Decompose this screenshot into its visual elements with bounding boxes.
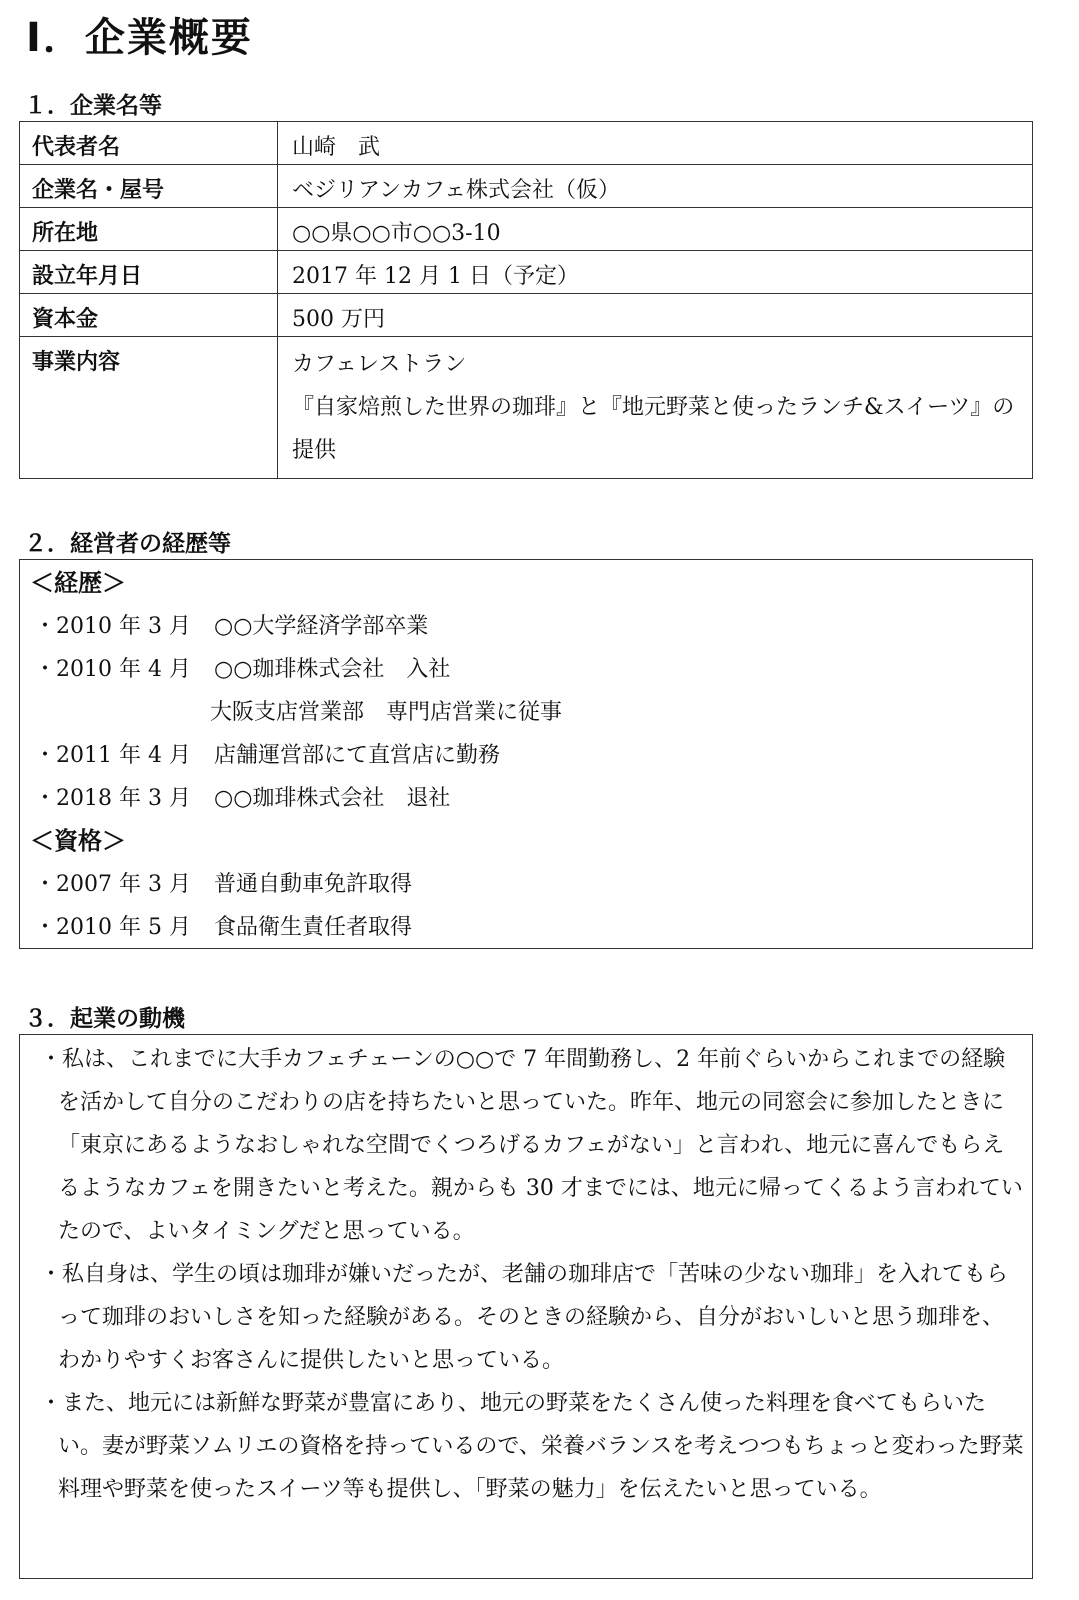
- table-row-business: [20, 337, 1033, 479]
- career-item: ・2018 年 3 月 ○○珈琲株式会社 退社: [34, 786, 451, 811]
- table-row: [20, 251, 1033, 294]
- career-box: [19, 559, 1033, 949]
- table-row: [20, 208, 1033, 251]
- row-label: 事業内容: [20, 337, 278, 479]
- row-value: ○○県○○市○○3-10: [278, 208, 1033, 251]
- row-label: 企業名・屋号: [20, 165, 278, 208]
- career-item: ・2010 年 3 月 ○○大学経済学部卒業: [34, 614, 429, 639]
- qualification-heading: ＜資格＞: [30, 827, 126, 855]
- business-description: [278, 337, 1033, 479]
- career-item: 大阪支店営業部 専門店営業に従事: [210, 700, 563, 725]
- table-row: [20, 165, 1033, 208]
- company-info-table: [19, 121, 1033, 479]
- row-label: 資本金: [20, 294, 278, 337]
- section3-heading: ３．起業の動機: [24, 1006, 185, 1032]
- section2-heading: ２．経営者の経歴等: [24, 531, 231, 557]
- career-heading: ＜経歴＞: [30, 569, 126, 597]
- qualification-item: ・2010 年 5 月 食品衛生責任者取得: [34, 915, 413, 940]
- career-item: ・2010 年 4 月 ○○珈琲株式会社 入社: [34, 657, 451, 682]
- row-value: 500 万円: [278, 294, 1033, 337]
- career-item: ・2011 年 4 月 店舗運営部にて直営店に勤務: [34, 743, 501, 768]
- row-value: ベジリアンカフェ株式会社（仮）: [278, 165, 1033, 208]
- row-label: 設立年月日: [20, 251, 278, 294]
- motivation-box: [19, 1034, 1033, 1579]
- qualification-item: ・2007 年 3 月 普通自動車免許取得: [34, 872, 413, 897]
- table-row: [20, 122, 1033, 165]
- business-line: 『自家焙煎した世界の珈琲』と『地元野菜と使ったランチ&スイーツ』の提供: [292, 395, 1015, 463]
- page-title: Ⅰ．企業概要: [26, 15, 253, 61]
- table-row: [20, 294, 1033, 337]
- row-value: 山崎 武: [278, 122, 1033, 165]
- row-value: 2017 年 12 月 1 日（予定）: [278, 251, 1033, 294]
- row-label: 代表者名: [20, 122, 278, 165]
- motivation-paragraph: ・私は、これまでに大手カフェチェーンの○○で 7 年間勤務し、2 年前ぐらいからこれまでの経験を活かして自分のこだわりの店を持ちたいと思っていた。昨年、地元の同窓会に参加したときに「東京にあるようなおしゃれな空間でくつろげるカフェがない」と言われ、地元に喜んでもらえるようなカフェを開きたいと考えた。親からも 30 才までには、地元に帰ってくるよう言われていたので、よいタイミングだと思っている。: [40, 1047, 1023, 1244]
- business-line: カフェレストラン: [292, 352, 467, 377]
- row-label: 所在地: [20, 208, 278, 251]
- motivation-paragraph: ・また、地元には新鮮な野菜が豊富にあり、地元の野菜をたくさん使った料理を食べてもらいたい。妻が野菜ソムリエの資格を持っているので、栄養バランスを考えつつもちょっと変わった野菜料理や野菜を使ったスイーツ等も提供し、「野菜の魅力」を伝えたいと思っている。: [40, 1391, 1024, 1502]
- section1-heading: １．企業名等: [24, 93, 162, 119]
- motivation-paragraph: ・私自身は、学生の頃は珈琲が嫌いだったが、老舗の珈琲店で「苦味の少ない珈琲」を入れてもらって珈琲のおいしさを知った経験がある。そのときの経験から、自分がおいしいと思う珈琲を、わかりやすくお客さんに提供したいと思っている。: [40, 1262, 1009, 1373]
